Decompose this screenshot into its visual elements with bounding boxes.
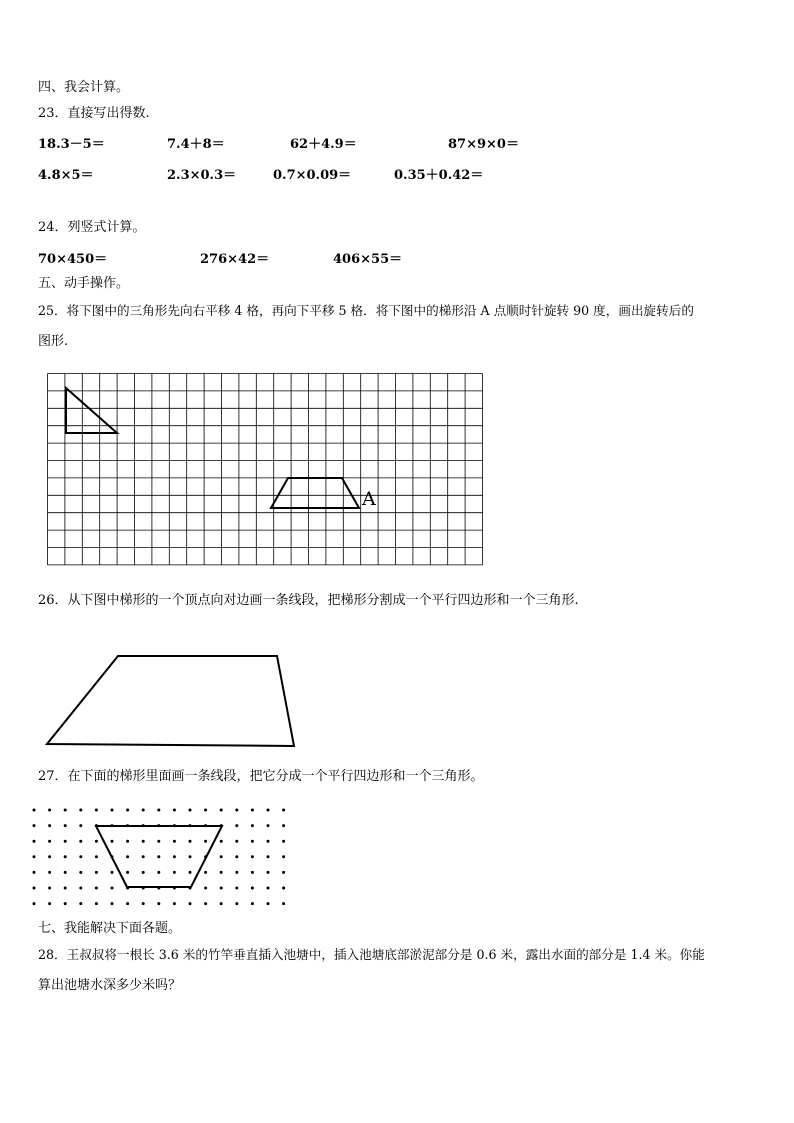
section-5-heading: 五、动手操作。 — [38, 276, 130, 291]
grid-dot — [173, 840, 176, 843]
grid-dot — [48, 824, 51, 827]
grid-dot — [251, 809, 254, 812]
grid-dot — [282, 809, 285, 812]
q23-item-3: 62＋4.9＝ — [290, 137, 357, 152]
grid-dot — [235, 855, 238, 858]
grid-dot — [282, 871, 285, 874]
q24-title: 24．列竖式计算。 — [38, 220, 146, 235]
q23-item-5: 4.8×5＝ — [38, 168, 94, 183]
grid-dot — [64, 887, 67, 890]
grid-dot — [142, 871, 145, 874]
grid-dot — [204, 809, 207, 812]
grid-dot — [95, 902, 98, 905]
point-a-label: A — [362, 488, 376, 510]
grid-dot — [251, 871, 254, 874]
grid-dot — [48, 855, 51, 858]
grid-dot — [126, 902, 129, 905]
grid-dot — [173, 871, 176, 874]
grid-dot — [79, 855, 82, 858]
grid-dot — [282, 902, 285, 905]
grid-dot — [111, 871, 114, 874]
grid-dot — [95, 887, 98, 890]
grid-dot — [267, 887, 270, 890]
grid-dot — [173, 855, 176, 858]
grid-dot — [48, 840, 51, 843]
grid-dot — [79, 824, 82, 827]
q23-title: 23．直接写出得数. — [38, 106, 150, 121]
q23-item-1: 18.3－5＝ — [38, 137, 105, 152]
grid-dot — [282, 840, 285, 843]
grid-dot — [282, 887, 285, 890]
q28-text-line2: 算出池塘水深多少米吗？ — [38, 978, 182, 993]
grid-dot — [48, 871, 51, 874]
grid-dot — [204, 871, 207, 874]
grid-dot — [220, 902, 223, 905]
grid-dot — [282, 855, 285, 858]
grid-dot — [251, 824, 254, 827]
grid-dot — [220, 840, 223, 843]
grid-dot — [64, 840, 67, 843]
grid-dot — [79, 840, 82, 843]
grid-dot — [111, 902, 114, 905]
q23-item-8: 0.35＋0.42＝ — [394, 168, 484, 183]
grid-dot — [157, 871, 160, 874]
q23-item-2: 7.4＋8＝ — [167, 137, 225, 152]
grid-dot — [173, 902, 176, 905]
grid-dot — [126, 871, 129, 874]
grid-dot — [267, 855, 270, 858]
grid-dot — [157, 855, 160, 858]
grid-dot — [235, 824, 238, 827]
grid-dot — [267, 871, 270, 874]
dot-grid — [33, 809, 286, 906]
grid-dot — [235, 887, 238, 890]
grid-dot — [79, 809, 82, 812]
q25-text-line2: 图形. — [38, 334, 69, 349]
grid-dot — [142, 840, 145, 843]
grid-dot — [220, 855, 223, 858]
grid-dot — [79, 887, 82, 890]
grid-dot — [64, 855, 67, 858]
grid-dot — [111, 887, 114, 890]
q23-item-7: 0.7×0.09＝ — [273, 168, 352, 183]
grid-dot — [95, 871, 98, 874]
grid-dot — [267, 809, 270, 812]
q25-text-line1: 25．将下图中的三角形先向右平移 4 格，再向下平移 5 格．将下图中的梯形沿 A 点顺时针旋转 90 度，画出旋转后的 — [38, 303, 694, 318]
grid-dot — [142, 902, 145, 905]
grid-dot — [235, 840, 238, 843]
grid-dot — [189, 809, 192, 812]
grid-dot — [79, 902, 82, 905]
q24-item-2: 276×42＝ — [200, 252, 270, 267]
grid-dot — [79, 871, 82, 874]
grid-dot — [235, 902, 238, 905]
q28-text-line1: 28．王叔叔将一根长 3.6 米的竹竿垂直插入池塘中，插入池塘底部淤泥部分是 0.6 米，露出水面的部分是 1.4 米。你能 — [38, 947, 705, 962]
grid-dot — [173, 809, 176, 812]
grid-dot — [251, 840, 254, 843]
grid-dot — [95, 840, 98, 843]
grid-dot — [251, 855, 254, 858]
grid-dot — [48, 902, 51, 905]
grid-dot — [64, 871, 67, 874]
grid-dot — [64, 809, 67, 812]
grid-dot — [126, 855, 129, 858]
q23-item-4: 87×9×0＝ — [448, 137, 519, 152]
grid-dot — [33, 840, 36, 843]
grid-dot — [95, 809, 98, 812]
grid-dot — [189, 871, 192, 874]
grid-dot — [235, 871, 238, 874]
grid-dot — [251, 902, 254, 905]
grid-dot — [33, 887, 36, 890]
grid-dot — [267, 840, 270, 843]
grid-dot — [111, 840, 114, 843]
grid-dot — [33, 824, 36, 827]
q27-text: 27．在下面的梯形里面画一条线段，把它分成一个平行四边形和一个三角形。 — [38, 769, 484, 784]
grid-dot — [282, 824, 285, 827]
section-7-heading: 七、我能解决下面各题。 — [38, 921, 182, 936]
grid-dot — [235, 809, 238, 812]
grid-dot — [157, 902, 160, 905]
grid-dot — [64, 902, 67, 905]
grid-dot — [33, 902, 36, 905]
grid-dot — [64, 824, 67, 827]
grid-dot — [189, 840, 192, 843]
grid-dot — [48, 887, 51, 890]
grid-dot — [33, 871, 36, 874]
grid-dot — [111, 809, 114, 812]
q24-item-3: 406×55＝ — [333, 252, 403, 267]
grid-dot — [33, 855, 36, 858]
grid-dot — [126, 809, 129, 812]
grid-dot — [33, 809, 36, 812]
grid-dot — [251, 887, 254, 890]
q26-text: 26．从下图中梯形的一个顶点向对边画一条线段，把梯形分割成一个平行四边形和一个三角形. — [38, 593, 579, 608]
grid-dot — [220, 809, 223, 812]
grid-dot — [142, 855, 145, 858]
grid-dot — [220, 871, 223, 874]
grid-dot — [267, 824, 270, 827]
grid-dot — [95, 855, 98, 858]
grid-dot — [189, 902, 192, 905]
grid-dot — [220, 887, 223, 890]
section-4-heading: 四、我会计算。 — [38, 80, 130, 95]
grid-dot — [157, 840, 160, 843]
q24-item-1: 70×450＝ — [38, 252, 108, 267]
grid-dot — [126, 840, 129, 843]
grid-dot — [157, 809, 160, 812]
grid-dot — [142, 809, 145, 812]
q23-item-6: 2.3×0.3＝ — [167, 168, 237, 183]
grid-dot — [204, 840, 207, 843]
grid-dot — [267, 902, 270, 905]
grid-dot — [189, 855, 192, 858]
grid-dot — [204, 887, 207, 890]
grid-dot — [48, 809, 51, 812]
grid-dot — [204, 902, 207, 905]
